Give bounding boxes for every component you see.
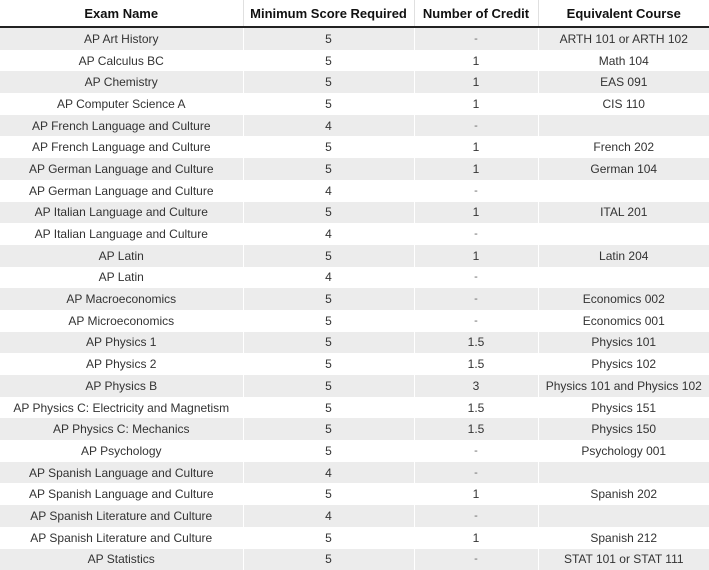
table-row [0,245,709,267]
cell-number-of-credit: 1 [414,136,538,158]
cell-number-of-credit: 1.5 [414,353,538,375]
table-row [0,71,709,93]
cell-number-of-credit: 1 [414,483,538,505]
table-row [0,310,709,332]
cell-equivalent-course: EAS 091 [538,71,709,93]
cell-equivalent-course: CIS 110 [538,93,709,115]
cell-number-of-credit: 1 [414,71,538,93]
cell-number-of-credit: 3 [414,375,538,397]
cell-number-of-credit: 1.5 [414,418,538,440]
cell-exam-name: AP Physics C: Electricity and Magnetism [0,397,243,419]
cell-equivalent-course [538,462,709,484]
cell-number-of-credit: - [414,440,538,462]
cell-equivalent-course: ARTH 101 or ARTH 102 [538,27,709,50]
table-row [0,505,709,527]
cell-equivalent-course [538,115,709,137]
cell-minimum-score: 5 [243,549,414,570]
cell-number-of-credit: - [414,180,538,202]
cell-exam-name: AP Italian Language and Culture [0,202,243,224]
cell-exam-name: AP Spanish Language and Culture [0,462,243,484]
table-header [0,0,709,27]
cell-minimum-score: 5 [243,136,414,158]
cell-exam-name: AP German Language and Culture [0,158,243,180]
table-row [0,27,709,50]
cell-exam-name: AP Statistics [0,549,243,570]
table-row [0,202,709,224]
cell-equivalent-course: Spanish 212 [538,527,709,549]
cell-equivalent-course: Economics 001 [538,310,709,332]
cell-equivalent-course: Physics 101 [538,332,709,354]
cell-number-of-credit: 1 [414,245,538,267]
cell-minimum-score: 4 [243,462,414,484]
cell-exam-name: AP German Language and Culture [0,180,243,202]
cell-minimum-score: 5 [243,158,414,180]
table-row [0,418,709,440]
cell-number-of-credit: 1.5 [414,397,538,419]
cell-exam-name: AP French Language and Culture [0,115,243,137]
cell-equivalent-course [538,505,709,527]
cell-equivalent-course [538,180,709,202]
table-row [0,115,709,137]
cell-exam-name: AP Latin [0,245,243,267]
cell-equivalent-course [538,223,709,245]
cell-number-of-credit: 1 [414,50,538,72]
cell-number-of-credit: 1 [414,93,538,115]
cell-equivalent-course [538,267,709,289]
cell-minimum-score: 5 [243,50,414,72]
cell-minimum-score: 5 [243,245,414,267]
cell-equivalent-course: ITAL 201 [538,202,709,224]
cell-minimum-score: 5 [243,202,414,224]
cell-minimum-score: 5 [243,397,414,419]
cell-number-of-credit: - [414,223,538,245]
cell-minimum-score: 5 [243,527,414,549]
cell-exam-name: AP Art History [0,27,243,50]
cell-number-of-credit: - [414,549,538,570]
cell-exam-name: AP Physics B [0,375,243,397]
cell-exam-name: AP Psychology [0,440,243,462]
table-row [0,136,709,158]
table-row [0,440,709,462]
table-row [0,527,709,549]
table-row [0,180,709,202]
table-row [0,50,709,72]
cell-minimum-score: 5 [243,288,414,310]
cell-minimum-score: 5 [243,93,414,115]
table-body [0,27,709,570]
cell-equivalent-course: French 202 [538,136,709,158]
cell-minimum-score: 5 [243,71,414,93]
header-equivalent-course: Equivalent Course [538,0,709,27]
cell-minimum-score: 4 [243,180,414,202]
cell-exam-name: AP Chemistry [0,71,243,93]
table-row [0,267,709,289]
cell-number-of-credit: 1 [414,527,538,549]
cell-exam-name: AP Calculus BC [0,50,243,72]
cell-exam-name: AP Microeconomics [0,310,243,332]
cell-exam-name: AP French Language and Culture [0,136,243,158]
cell-minimum-score: 4 [243,115,414,137]
cell-exam-name: AP Italian Language and Culture [0,223,243,245]
cell-equivalent-course: Physics 150 [538,418,709,440]
header-row [0,0,709,27]
cell-exam-name: AP Physics C: Mechanics [0,418,243,440]
cell-number-of-credit: 1 [414,202,538,224]
cell-equivalent-course: Physics 151 [538,397,709,419]
cell-equivalent-course: Math 104 [538,50,709,72]
cell-number-of-credit: 1.5 [414,332,538,354]
table-row [0,332,709,354]
cell-exam-name: AP Latin [0,267,243,289]
cell-equivalent-course: Economics 002 [538,288,709,310]
cell-minimum-score: 4 [243,223,414,245]
cell-exam-name: AP Spanish Literature and Culture [0,505,243,527]
cell-exam-name: AP Spanish Language and Culture [0,483,243,505]
table-row [0,375,709,397]
cell-exam-name: AP Computer Science A [0,93,243,115]
cell-equivalent-course: Latin 204 [538,245,709,267]
table-row [0,158,709,180]
cell-minimum-score: 5 [243,332,414,354]
cell-minimum-score: 5 [243,418,414,440]
cell-number-of-credit: - [414,310,538,332]
cell-exam-name: AP Spanish Literature and Culture [0,527,243,549]
cell-number-of-credit: - [414,505,538,527]
cell-minimum-score: 5 [243,440,414,462]
cell-minimum-score: 5 [243,353,414,375]
table-row [0,223,709,245]
cell-minimum-score: 5 [243,483,414,505]
cell-exam-name: AP Macroeconomics [0,288,243,310]
cell-number-of-credit: - [414,267,538,289]
table-row [0,353,709,375]
cell-exam-name: AP Physics 1 [0,332,243,354]
header-exam-name: Exam Name [0,0,243,27]
cell-minimum-score: 5 [243,310,414,332]
cell-minimum-score: 5 [243,27,414,50]
cell-equivalent-course: Spanish 202 [538,483,709,505]
cell-minimum-score: 4 [243,267,414,289]
table-row [0,397,709,419]
cell-minimum-score: 4 [243,505,414,527]
cell-equivalent-course: Physics 101 and Physics 102 [538,375,709,397]
header-minimum-score: Minimum Score Required [243,0,414,27]
cell-equivalent-course: Psychology 001 [538,440,709,462]
cell-number-of-credit: - [414,115,538,137]
cell-minimum-score: 5 [243,375,414,397]
cell-equivalent-course: STAT 101 or STAT 111 [538,549,709,570]
cell-number-of-credit: - [414,27,538,50]
cell-number-of-credit: 1 [414,158,538,180]
cell-number-of-credit: - [414,288,538,310]
cell-equivalent-course: Physics 102 [538,353,709,375]
table-row [0,288,709,310]
cell-equivalent-course: German 104 [538,158,709,180]
table-row [0,93,709,115]
table-row [0,462,709,484]
cell-number-of-credit: - [414,462,538,484]
header-number-of-credit: Number of Credit [414,0,538,27]
cell-exam-name: AP Physics 2 [0,353,243,375]
table-row [0,483,709,505]
table-row [0,549,709,570]
